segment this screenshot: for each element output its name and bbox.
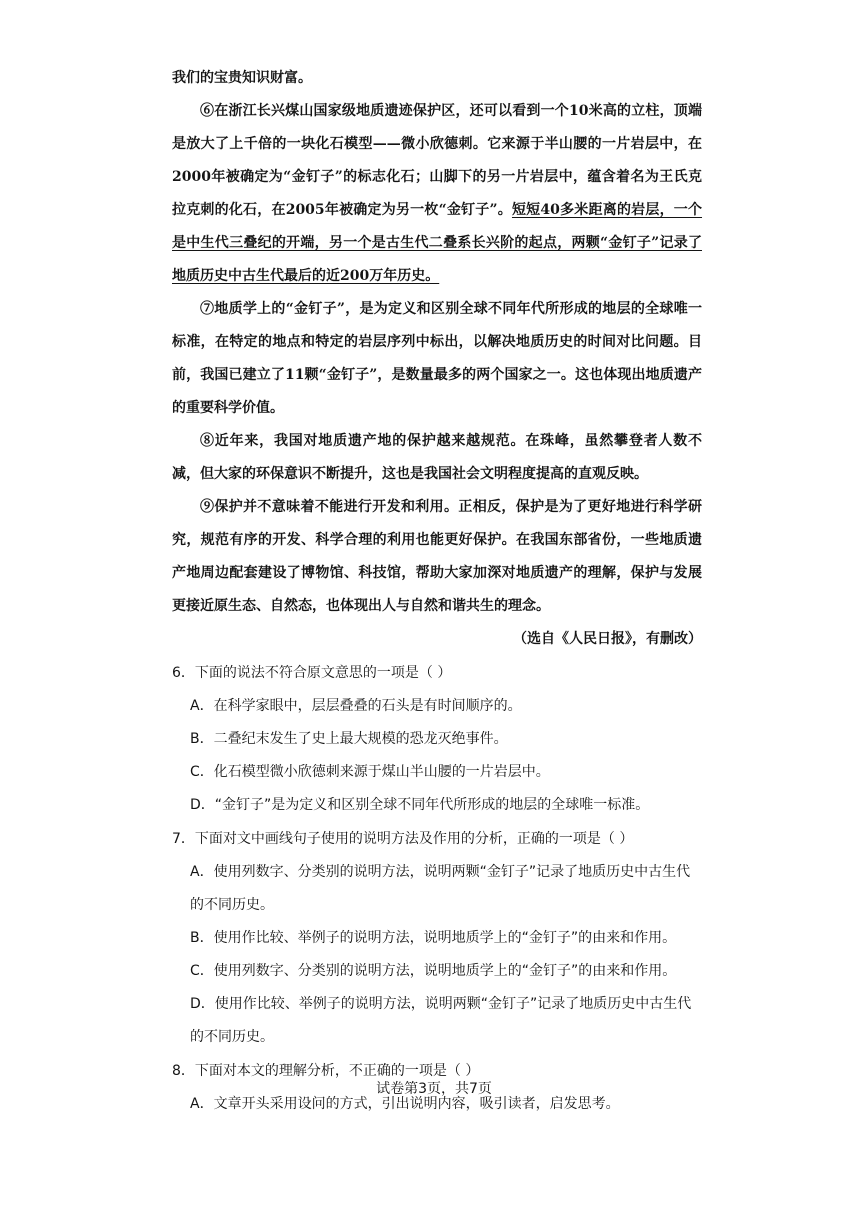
question-7-option-a: A．使用列数字、分类别的说明方法，说明两颗“金钉子”记录了地质历史中古生代的不同历史。: [190, 864, 691, 913]
question-6-option-d: D．“金钉子”是为定义和区别全球不同年代所形成的地层的全球唯一标准。: [190, 797, 650, 813]
question-6-option-b: B．二叠纪末发生了史上最大规模的恐龙灭绝事件。: [190, 731, 508, 747]
page-content: [172, 62, 702, 1121]
question-6-option-a: A．在科学家眼中，层层叠叠的石头是有时间顺序的。: [190, 698, 522, 714]
passage-paragraph-7: ⑦地质学上的“金钉子”，是为定义和区别全球不同年代所形成的地层的全球唯一标准，在特定的地点和特定的岩层序列中标出，以解决地质历史的时间对比问题。目前，我国已建立了11颗“金钉子”，是数量最多的两个国家之一。这也体现出地质遗产的重要科学价值。: [172, 301, 702, 416]
question-6-option-c: C．化石模型微小欣德刺来源于煤山半山腰的一片岩层中。: [190, 764, 550, 780]
question-6-stem: 6．下面的说法不符合原文意思的一项是（ ）: [172, 665, 452, 681]
passage-paragraph-8: ⑧近年来，我国对地质遗产地的保护越来越规范。在珠峰，虽然攀登者人数不减，但大家的环保意识不断提升，这也是我国社会文明程度提高的直观反映。: [172, 433, 702, 482]
question-8-option-a: A．文章开头采用设问的方式，引出说明内容，吸引读者，启发思考。: [190, 1096, 620, 1112]
underlined-sentence: 短短40多米距离的岩层，一个是中生代三叠纪的开端，另一个是古生代二叠系长兴阶的起点，两颗“金钉子”记录了地质历史中古生代最后的近200万年历史。: [172, 202, 703, 284]
question-7-option-b: B．使用作比较、举例子的说明方法，说明地质学上的“金钉子”的由来和作用。: [190, 930, 677, 946]
question-7-stem: 7．下面对文中画线句子使用的说明方法及作用的分析，正确的一项是（ ）: [172, 831, 634, 847]
passage-paragraph-6: [172, 95, 702, 293]
passage-source: （选自《人民日报》，有删改）: [513, 631, 702, 647]
question-7-option-d: D．使用作比较、举例子的说明方法，说明两颗“金钉子”记录了地质历史中古生代的不同历史。: [190, 996, 692, 1045]
question-7: [172, 823, 702, 1054]
question-6: [172, 657, 702, 822]
page-footer: 试卷第3页，共7页: [376, 1081, 492, 1097]
passage-paragraph-9: ⑨保护并不意味着不能进行开发和利用。正相反，保护是为了更好地进行科学研究，规范有序的开发、科学合理的利用也能更好保护。在我国东部省份，一些地质遗产地周边配套建设了博物馆、科技馆，帮助大家加深对地质遗产的理解，保护与发展更接近原生态、自然态，也体现出人与自然和谐共生的理念。: [172, 499, 702, 614]
paragraph-6-text: ⑥在浙江长兴煤山国家级地质遗迹保护区，还可以看到一个10米高的立柱，顶端是放大了上千倍的一块化石模型——微小欣德刺。它来源于半山腰的一片岩层中，在2000年被确定为“金钉子”的标志化石；山脚下的另一片岩层中，蕴含着名为王氏克拉克刺的化石，在2005年被确定为另一枚“金钉子”。: [172, 103, 702, 218]
question-7-option-c: C．使用列数字、分类别的说明方法，说明地质学上的“金钉子”的由来和作用。: [190, 963, 677, 979]
passage-paragraph-continuation: 我们的宝贵知识财富。: [172, 70, 312, 86]
question-8-stem: 8．下面对本文的理解分析，不正确的一项是（ ）: [172, 1063, 480, 1079]
